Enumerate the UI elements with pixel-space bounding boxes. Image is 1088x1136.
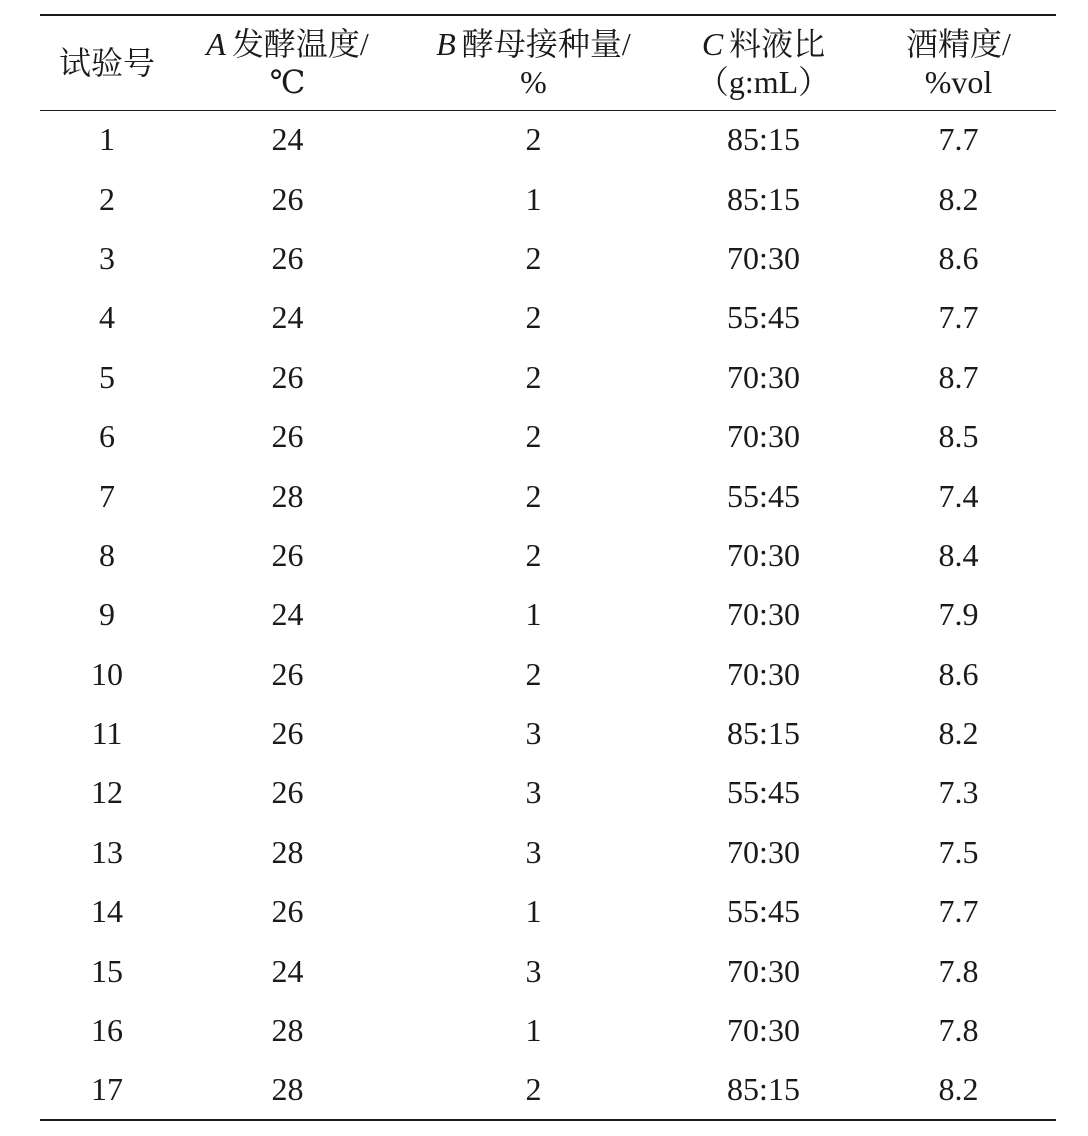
alcohol-cell: 8.5 (938, 418, 979, 455)
trial-number-cell: 14 (91, 893, 123, 930)
temperature-cell: 26 (271, 180, 304, 217)
header-solid-liquid-ratio (666, 15, 861, 110)
trial-number-cell: 5 (99, 358, 115, 395)
temperature-cell: 28 (174, 1060, 401, 1119)
inoculum-cell: 2 (401, 1060, 666, 1119)
ratio-cell: 70:30 (727, 358, 800, 395)
trial-number-cell: 3 (99, 239, 115, 276)
trial-number-cell: 10 (91, 655, 123, 692)
inoculum-cell: 3 (525, 715, 542, 752)
inoculum-cell: 2 (525, 536, 542, 573)
ratio-cell: 55:45 (727, 774, 800, 811)
alcohol-cell: 8.6 (938, 655, 979, 692)
trial-number-cell: 17 (40, 1060, 174, 1119)
temperature-cell: 24 (271, 299, 304, 336)
trial-number-cell: 15 (91, 952, 123, 989)
alcohol-cell: 7.4 (938, 477, 979, 514)
trial-number-cell: 6 (99, 418, 115, 455)
table-row (40, 229, 1056, 288)
inoculum-cell: 2 (525, 418, 542, 455)
experiment-results-table (40, 14, 1056, 1121)
alcohol-cell: 8.2 (938, 715, 979, 752)
table-row (40, 526, 1056, 585)
table-row (40, 645, 1056, 704)
factor-variable: B (436, 25, 456, 62)
trial-number-cell: 16 (91, 1012, 123, 1049)
inoculum-cell: 2 (525, 239, 542, 276)
table-row (40, 1060, 1056, 1119)
table-row (40, 704, 1056, 763)
table-row (40, 585, 1056, 644)
temperature-cell: 26 (271, 358, 304, 395)
inoculum-cell: 3 (525, 774, 542, 811)
factor-variable: C (701, 25, 724, 62)
ratio-cell: 55:45 (727, 299, 800, 336)
table-row (40, 882, 1056, 941)
table-row (40, 466, 1056, 525)
trial-number-cell: 13 (91, 833, 123, 870)
table-row (40, 110, 1056, 169)
inoculum-cell: 1 (525, 180, 542, 217)
temperature-cell: 28 (271, 1012, 304, 1049)
inoculum-cell: 2 (525, 299, 542, 336)
ratio-cell: 85:15 (727, 715, 800, 752)
header-yeast-inoculum (401, 15, 666, 110)
trial-number-cell: 7 (99, 477, 115, 514)
alcohol-cell: 7.7 (938, 893, 979, 930)
inoculum-cell: 3 (525, 833, 542, 870)
table-row (40, 348, 1056, 407)
temperature-cell: 28 (271, 477, 304, 514)
trial-number-cell: 12 (91, 774, 123, 811)
table-row (40, 763, 1056, 822)
ratio-cell: 70:30 (727, 418, 800, 455)
table-row (40, 823, 1056, 882)
ratio-cell: 70:30 (727, 239, 800, 276)
trial-number-cell: 8 (99, 536, 115, 573)
alcohol-cell: 7.5 (938, 833, 979, 870)
temperature-cell: 26 (271, 418, 304, 455)
header-trial-number (40, 15, 174, 110)
inoculum-cell: 2 (525, 655, 542, 692)
inoculum-cell: 2 (525, 358, 542, 395)
trial-number-cell: 11 (91, 715, 123, 752)
ratio-cell: 70:30 (727, 536, 800, 573)
alcohol-cell: 8.2 (938, 180, 979, 217)
inoculum-cell: 2 (525, 121, 542, 158)
temperature-cell: 26 (271, 239, 304, 276)
alcohol-cell: 8.7 (938, 358, 979, 395)
trial-number-cell: 2 (99, 180, 115, 217)
ratio-cell: 70:30 (727, 1012, 800, 1049)
alcohol-cell: 7.9 (938, 596, 979, 633)
ratio-cell: 70:30 (727, 833, 800, 870)
table-body (40, 110, 1056, 1120)
header-unit: % (520, 63, 547, 100)
header-alcohol-content (861, 15, 1056, 110)
temperature-cell: 26 (271, 774, 304, 811)
alcohol-cell: 8.2 (861, 1060, 1056, 1119)
temperature-cell: 28 (271, 833, 304, 870)
header-label: 试验号 (58, 44, 155, 81)
temperature-cell: 24 (271, 121, 304, 158)
alcohol-cell: 7.3 (938, 774, 979, 811)
temperature-cell: 26 (271, 536, 304, 573)
ratio-cell: 70:30 (727, 952, 800, 989)
header-fermentation-temperature (174, 15, 401, 110)
inoculum-cell: 2 (525, 477, 542, 514)
table-row (40, 407, 1056, 466)
inoculum-cell: 3 (525, 952, 542, 989)
header-label: 酵母接种量/ (461, 25, 631, 62)
header-label: 酒精度/ (906, 25, 1011, 62)
temperature-cell: 26 (271, 893, 304, 930)
header-unit: ℃ (269, 63, 306, 100)
ratio-cell: 70:30 (727, 655, 800, 692)
alcohol-cell: 7.8 (938, 952, 979, 989)
trial-number-cell: 9 (99, 596, 115, 633)
temperature-cell: 24 (271, 952, 304, 989)
header-unit: %vol (924, 63, 993, 100)
header-unit: （g:mL） (696, 63, 831, 100)
alcohol-cell: 8.6 (938, 239, 979, 276)
alcohol-cell: 7.7 (938, 299, 979, 336)
temperature-cell: 24 (271, 596, 304, 633)
alcohol-cell: 8.4 (938, 536, 979, 573)
header-row (40, 15, 1056, 110)
factor-variable: A (206, 25, 226, 62)
alcohol-cell: 7.7 (938, 121, 979, 158)
ratio-cell: 85:15 (666, 1060, 861, 1119)
table-row (40, 169, 1056, 228)
temperature-cell: 26 (271, 715, 304, 752)
trial-number-cell: 1 (99, 121, 115, 158)
header-label: 料液比 (729, 25, 826, 62)
ratio-cell: 55:45 (727, 893, 800, 930)
header-label: 发酵温度/ (231, 25, 369, 62)
trial-number-cell: 4 (99, 299, 115, 336)
table-row (40, 288, 1056, 347)
ratio-cell: 55:45 (727, 477, 800, 514)
table-row (40, 1001, 1056, 1060)
ratio-cell: 85:15 (727, 180, 800, 217)
temperature-cell: 26 (271, 655, 304, 692)
ratio-cell: 85:15 (727, 121, 800, 158)
table-header (40, 15, 1056, 110)
alcohol-cell: 7.8 (938, 1012, 979, 1049)
inoculum-cell: 1 (525, 893, 542, 930)
table-row (40, 941, 1056, 1000)
ratio-cell: 70:30 (727, 596, 800, 633)
inoculum-cell: 1 (525, 596, 542, 633)
inoculum-cell: 1 (525, 1012, 542, 1049)
